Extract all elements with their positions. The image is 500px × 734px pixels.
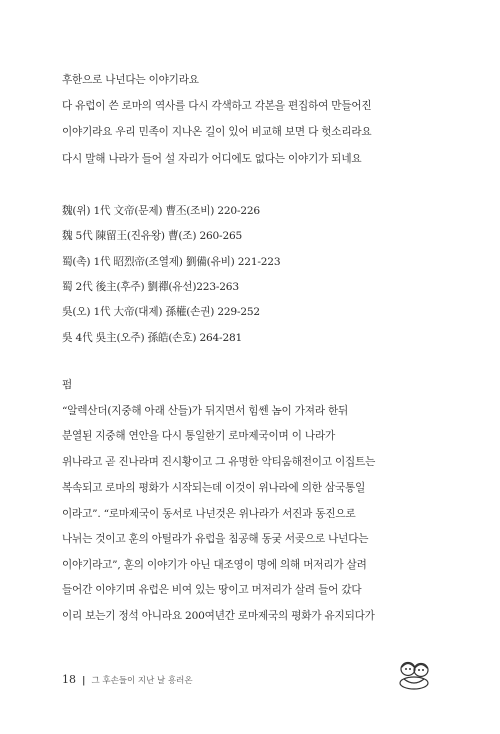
text-line: “알렉산더(지중해 아래 산들)가 뒤지면서 힘쎈 놈이 가져라 한뒤 <box>62 405 349 417</box>
text-line: 복속되고 로마의 평화가 시작되는데 이것이 위나라에 의한 삼국통일 <box>62 482 366 494</box>
text-line: 이라고”. “로마제국이 동서로 나넌것은 위나라가 서진과 동진으로 <box>62 508 356 520</box>
dynasty-entry: 魏 5代 陳留王(진유왕) 曹(조) 260-265 <box>62 230 243 242</box>
publisher-logo-icon <box>394 657 434 691</box>
dynasty-entry: 蜀 2代 後主(후주) 劉禪(유선)223-263 <box>62 281 239 293</box>
text-line: 다시 말해 나라가 들어 설 자리가 어디에도 없다는 이야기가 되네요 <box>62 153 362 165</box>
footer-separator: | <box>82 675 86 686</box>
book-title: 그 후손들이 지난 날 흥러온 <box>91 676 193 686</box>
text-line: 이야기라요 우리 민족이 지나온 길이 있어 비교해 보면 다 헛소리라요 <box>62 126 372 138</box>
text-line: 들어간 이야기며 유럽은 비여 있는 땅이고 머저리가 살려 들어 갔다 <box>62 584 362 596</box>
dynasty-entry: 吳(오) 1代 大帝(대제) 孫權(손권) 229-252 <box>62 306 260 318</box>
page-number: 18 <box>62 673 76 686</box>
page-footer <box>62 673 193 686</box>
section-label: 펌 <box>62 379 73 391</box>
text-line: 다 유럽이 쓴 로마의 역사를 다시 각색하고 각본을 편집하여 만들어진 <box>62 100 372 112</box>
text-line: 분열된 지중해 연안을 다시 통일한기 로마제국이며 이 나라가 <box>62 430 336 442</box>
text-line: 후한으로 나넌다는 이야기라요 <box>62 74 199 86</box>
text-line: 이리 보는기 정석 아니라요 200여년간 로마제국의 평화가 유지되다가 <box>62 610 375 622</box>
text-line: 이야기라고”, 훈의 이야기가 아닌 대조영이 명에 의해 머저리가 살려 <box>62 559 367 571</box>
dynasty-entry: 吳 4代 吳主(오주) 孫皓(손호) 264-281 <box>62 332 243 344</box>
text-line: 나뉘는 것이고 훈의 아틸라가 유럽을 침공해 동궂 서곶으로 나넌다는 <box>62 533 369 545</box>
text-line: 위나라고 곧 진나라며 진시황이고 그 유명한 악티움해전이고 이집트는 <box>62 456 376 468</box>
dynasty-entry: 蜀(촉) 1代 昭烈帝(조열제) 劉備(유비) 221-223 <box>62 256 281 268</box>
dynasty-entry: 魏(위) 1代 文帝(문제) 曹丕(조비) 220-226 <box>62 205 260 217</box>
